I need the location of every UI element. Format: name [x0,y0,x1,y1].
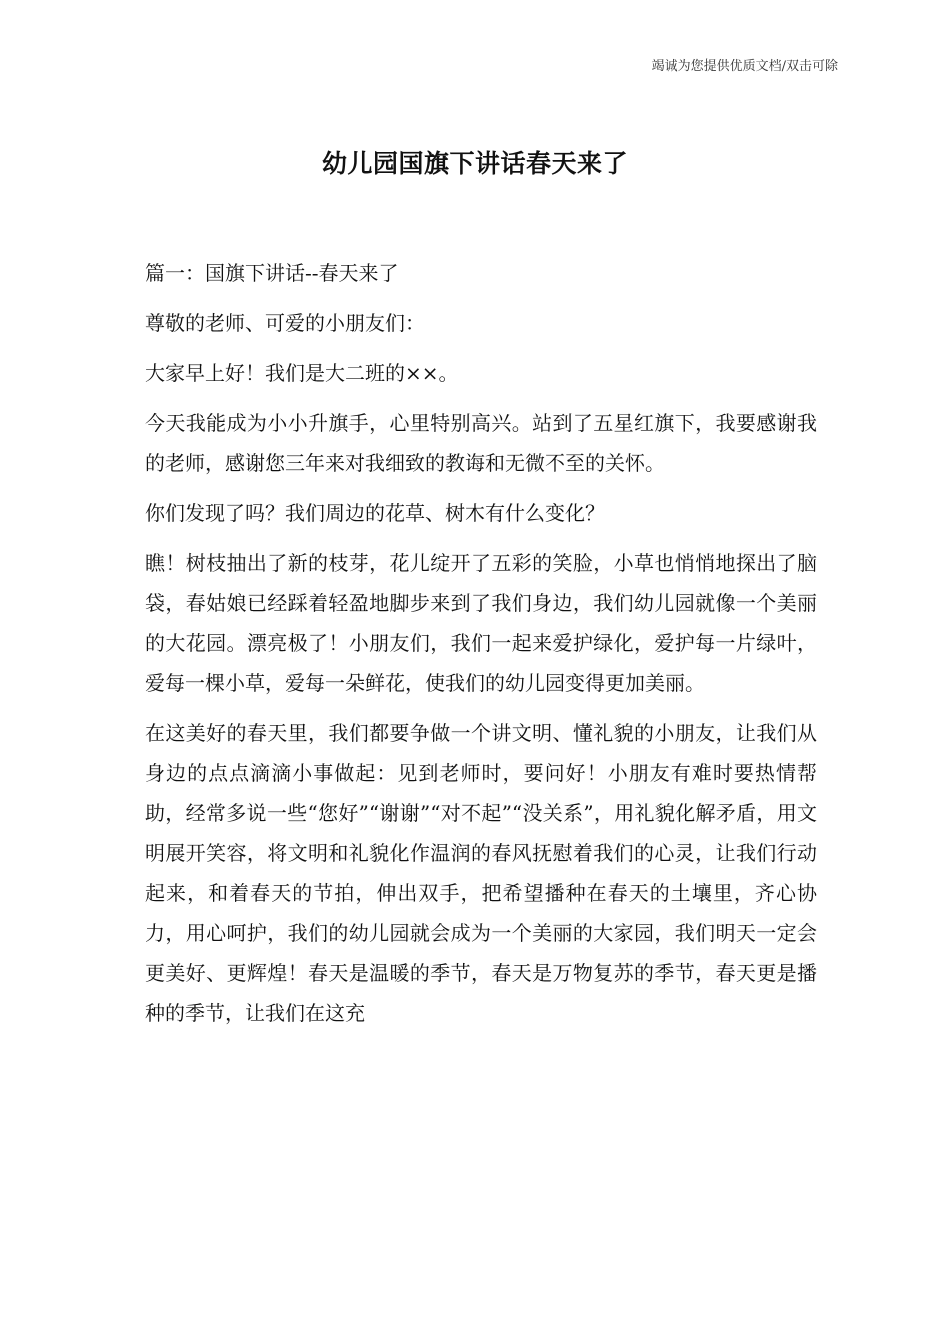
header-note: 竭诚为您提供优质文档/双击可除 [651,59,838,74]
document-title: 幼儿园国旗下讲话春天来了 [321,149,628,178]
paragraph-question: 你们发现了吗？我们周边的花草、树木有什么变化？ [145,501,605,525]
paragraph-spring-scene: 瞧！树枝抽出了新的枝芽，花儿绽开了五彩的笑脸，小草也悄悄地探出了脑袋，春姑娘已经踩着轻盈地脚步来到了我们身边，我们幼儿园就像一个美丽的大花园。漂亮极了！小朋友们，我们一起来爱护绿化，爱护每一片绿叶，爱每一棵小草，爱每一朵鲜花，使我们的幼儿园变得更加美丽。 [145,551,817,695]
document-body [145,253,817,1043]
paragraph-introduction: 大家早上好！我们是大二班的××。 [145,361,459,385]
paragraph-greeting: 尊敬的老师、可爱的小朋友们： [145,311,425,335]
paragraph-section-heading: 篇一：国旗下讲话--春天来了 [145,261,399,285]
paragraph-thanks: 今天我能成为小小升旗手，心里特别高兴。站到了五星红旗下，我要感谢我的老师，感谢您三年来对我细致的教诲和无微不至的关怀。 [145,411,817,475]
paragraph-civility: 在这美好的春天里，我们都要争做一个讲文明、懂礼貌的小朋友，让我们从身边的点点滴滴小事做起：见到老师时，要问好！小朋友有难时要热情帮助，经常多说一些“您好”“谢谢”“对不起”“没关系”，用礼貌化解矛盾，用文明展开笑容，将文明和礼貌化作温润的春风抚慰着我们的心灵，让我们行动起来，和着春天的节拍，伸出双手，把希望播种在春天的土壤里，齐心协力，用心呵护，我们的幼儿园就会成为一个美丽的大家园，我们明天一定会更美好、更辉煌！春天是温暖的季节，春天是万物复苏的季节，春天更是播种的季节，让我们在这充 [145,721,817,1025]
